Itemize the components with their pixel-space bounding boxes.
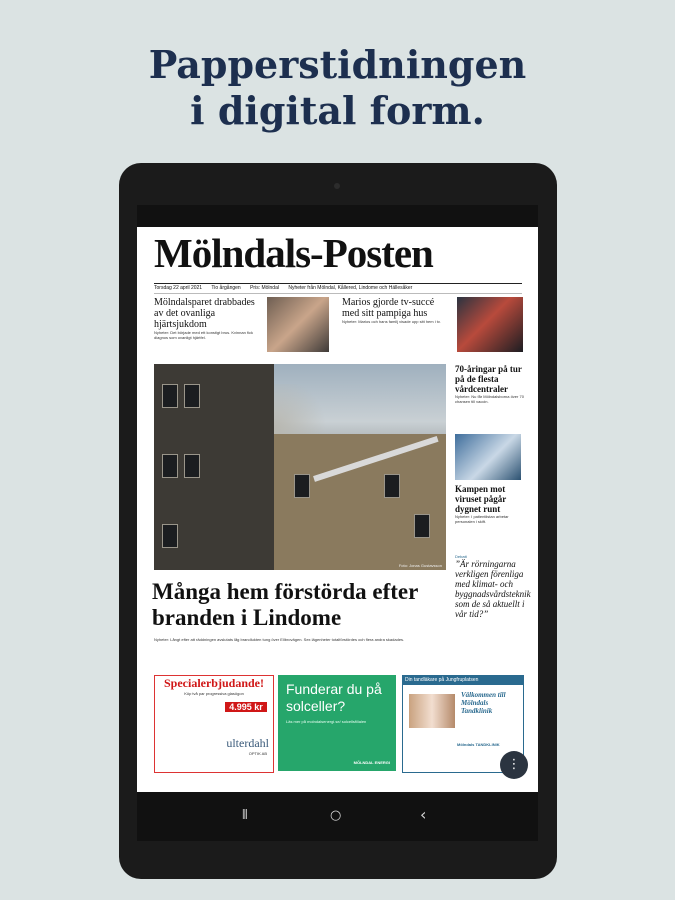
camera-dot bbox=[334, 183, 340, 189]
ad-tandklinik-photo bbox=[409, 694, 455, 728]
right-item-1-body: Nyheter: Nu får Mölndalsborna över 70 chansen till vaccin. bbox=[455, 394, 524, 404]
right-item-3-title: ”Är rörningarna verkligen förenliga med klimat- och byggnadsvårdsteknik som de så aktuellt i vår tid?” bbox=[455, 559, 531, 619]
masthead: Mölndals-Posten bbox=[154, 230, 433, 276]
main-headline[interactable]: Många hem förstörda efter branden i Lindome bbox=[152, 579, 418, 630]
right-item-2-title: Kampen mot viruset pågår dygnet runt bbox=[455, 484, 507, 514]
window bbox=[184, 454, 200, 478]
edition-text: Tio årgången bbox=[211, 285, 241, 291]
right-item-3-label: Debatt bbox=[455, 554, 467, 559]
promo-line-1: Papperstidningen bbox=[148, 42, 527, 87]
window bbox=[414, 514, 430, 538]
right-column bbox=[455, 364, 531, 619]
teaser-1-body: Nyheter: Det började med ett konstigt brus. Kvinnan fick diagnos som ovanligt hjärtfel. bbox=[154, 330, 253, 340]
right-photo bbox=[455, 434, 521, 480]
main-lead: Nyheter: Långt efter att räddningen avslutats låg brandlukten tung över Ellbrovägen. Sex lägenheter totalförstördes och flera andra skadades. bbox=[154, 637, 405, 642]
right-item-1-title: 70-åringar på tur på de flesta vårdcentraler bbox=[455, 364, 522, 394]
recents-icon[interactable]: ⦀ bbox=[242, 808, 248, 823]
fire-photo bbox=[154, 364, 446, 570]
date-bar bbox=[154, 283, 522, 294]
tablet-screen[interactable] bbox=[137, 205, 538, 841]
ad-optik[interactable] bbox=[154, 675, 274, 773]
status-bar bbox=[137, 205, 538, 227]
teaser-1-title: Mölndalsparet drabbades av det ovanliga hjärtsjukdom bbox=[154, 297, 255, 330]
teaser-2-photo bbox=[457, 297, 523, 352]
ad-solceller-sub: Läs mer på molndalsenergi.se/ solcellsfilialen bbox=[286, 719, 367, 724]
window bbox=[162, 524, 178, 548]
ad-optik-brand2: OPTIK AB bbox=[248, 751, 267, 756]
newspaper-page[interactable] bbox=[137, 227, 538, 792]
window bbox=[294, 474, 310, 498]
teaser-2-title: Marios gjorde tv-succé med sitt pampiga hus bbox=[342, 297, 435, 319]
back-icon[interactable]: ‹ bbox=[420, 805, 427, 824]
photo-credit: Foto: Jonas Gustavsson bbox=[398, 563, 442, 568]
date-text: Torsdag 22 april 2021 bbox=[154, 285, 203, 291]
window bbox=[162, 384, 178, 408]
ad-solceller-title: Funderar du på solceller? bbox=[286, 681, 382, 714]
ad-optik-title: Specialerbjudande! bbox=[163, 676, 264, 690]
building-right bbox=[274, 434, 446, 570]
price-text: Pris: Mölndal bbox=[250, 285, 279, 291]
building-left bbox=[154, 364, 274, 570]
ad-optik-price: 4.995 kr bbox=[225, 702, 267, 712]
window bbox=[384, 474, 400, 498]
ad-tandklinik-title: Din tandläkare på Jungfruplatsen bbox=[403, 676, 523, 685]
teaser-2[interactable] bbox=[342, 297, 452, 357]
tablet-frame bbox=[119, 163, 557, 879]
ad-tandklinik-sub: Välkommen till Mölndals Tandklinik bbox=[461, 691, 506, 715]
ad-solceller-brand: MÖLNDAL ENERGI bbox=[353, 760, 390, 765]
promo-headline bbox=[0, 42, 675, 134]
ad-tandklinik-brand: Mölndals TANDKLINIK bbox=[457, 742, 500, 747]
tagline-text: Nyheter från Mölndal, Kållered, Lindome och Hällesåker bbox=[288, 285, 413, 291]
ad-solceller[interactable] bbox=[278, 675, 396, 771]
nav-bar bbox=[137, 792, 538, 841]
window bbox=[162, 454, 178, 478]
promo-line-2: i digital form. bbox=[190, 88, 485, 133]
right-item-2[interactable] bbox=[455, 484, 525, 524]
home-icon[interactable]: ○ bbox=[330, 808, 342, 823]
more-button[interactable]: ⋮ bbox=[500, 751, 528, 779]
right-item-3[interactable] bbox=[455, 554, 531, 619]
teaser-1[interactable] bbox=[154, 297, 264, 357]
teaser-2-body: Nyheter: Marios och hans familj visade upp sitt hem i tv. bbox=[342, 319, 441, 324]
right-item-1[interactable] bbox=[455, 364, 525, 404]
ad-optik-sub: Köp två par progressiva glasögon bbox=[184, 691, 244, 696]
teaser-1-photo bbox=[267, 297, 329, 352]
window bbox=[184, 384, 200, 408]
ad-optik-brand: ulterdahl bbox=[226, 736, 269, 750]
right-item-2-body: Nyheter: I patientlistan arbetar personalen i skift. bbox=[455, 514, 509, 524]
